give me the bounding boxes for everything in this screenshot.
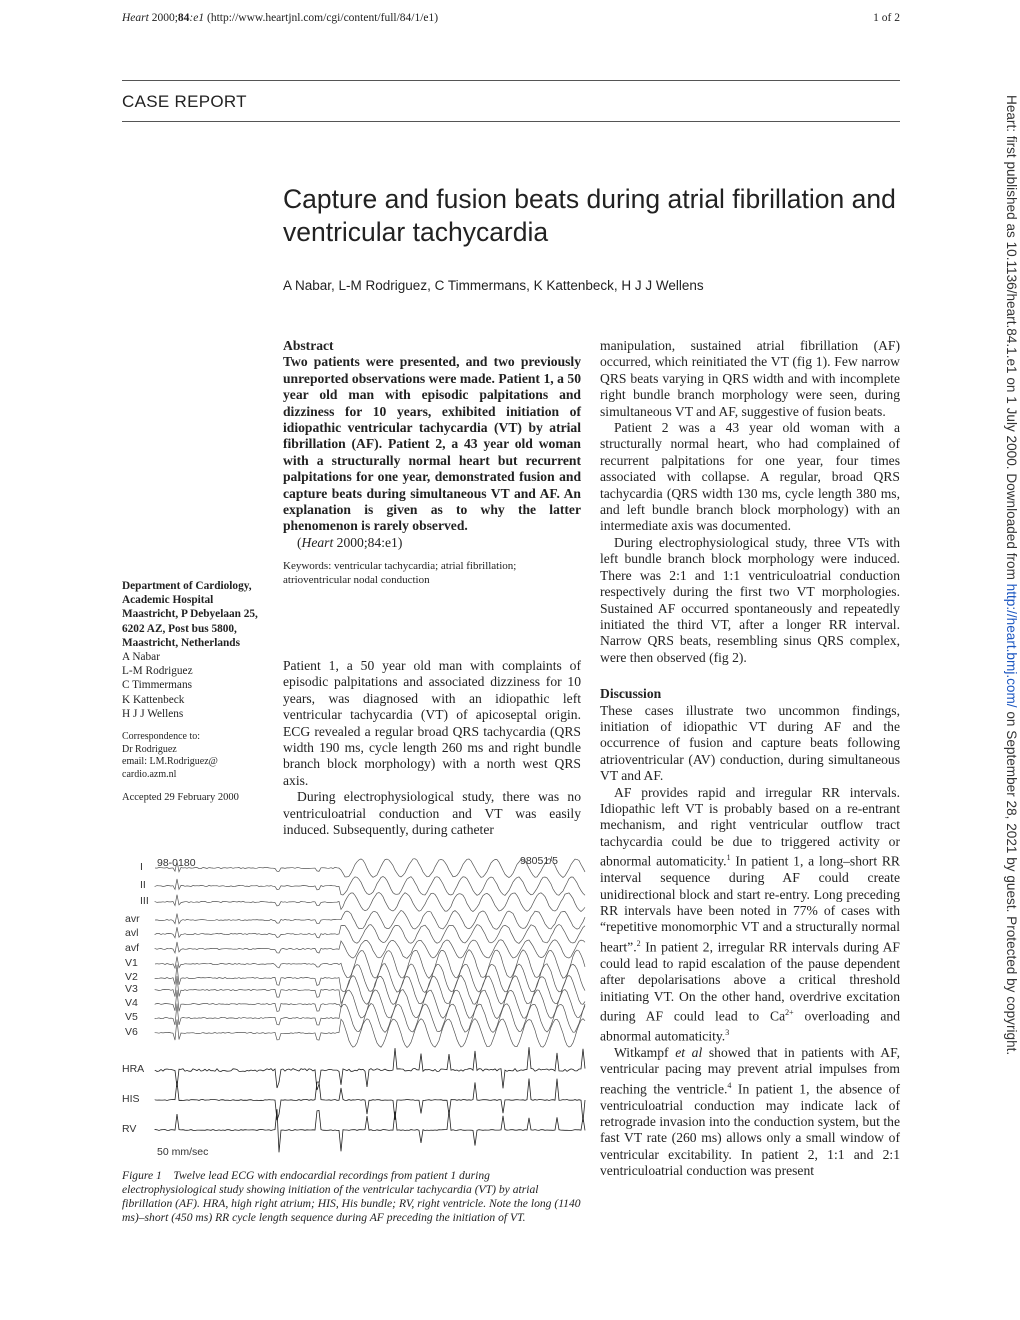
figure-id-left: 98-0180 <box>157 857 196 869</box>
affiliation: Department of Cardiology, Academic Hospital Maastricht, P Debyelaan 25, 6202 AZ, Post bus 5800, Maastricht, Netherlands <box>122 580 258 649</box>
ecg-trace <box>155 964 585 993</box>
divider <box>122 121 900 122</box>
text: et al <box>675 1044 703 1060</box>
paragraph: These cases illustrate two uncommon findings, initiation of idiopathic VT during AF and the occurrence of fusion and capture beats following atrioventricular (AV) conduction, during simultaneous VT and AF. <box>600 702 900 784</box>
lead-label: II <box>140 879 146 891</box>
watermark-text: on September 28, 2021 by guest. Protected by copyright. <box>1004 707 1019 1056</box>
caption-text: Twelve lead ECG with endocardial recordings from patient 1 during electrophysiological study showing initiation of the ventricular tachycardia (VT) by atrial fibrillation (AF). HRA, high right atrium; HIS, His bundle; RV, right ventricle. Note the long (1140 ms)–short (450 ms) RR cycle length sequence during AF preceding the initiation of VT. <box>122 1169 581 1224</box>
lead-label: V4 <box>125 997 138 1009</box>
figure-1-ecg <box>115 852 590 1164</box>
abstract <box>283 338 581 587</box>
reference[interactable]: 3 <box>725 1027 730 1037</box>
ecg-trace <box>155 910 585 929</box>
lead-label: I <box>140 861 143 873</box>
cite-pre: ( <box>297 534 302 550</box>
paragraph: Patient 1, a 50 year old man with complaints of episodic palpitations and associated dizziness for 10 years, was diagnosed with an idiopathic left ventricular tachycardia (VT) of apicoseptal origin. ECG revealed a regular broad QRS tachycardia (QRS width 190 ms, cycle length 260 ms and right bundle branch block morphology) with a north west QRS axis. <box>283 658 581 788</box>
body-column-1 <box>283 658 581 838</box>
lead-label: HRA <box>122 1063 145 1075</box>
sidebar-author: C Timmermans <box>122 679 192 692</box>
correspondence-label: Correspondence to: <box>122 731 201 743</box>
text: In patient 2, irregular RR intervals during AF could lead to rapid escalation of the pause dependent after depolarisations above a critical threshold initiating VT. On the other hand, overdrive excitation during AF could lead to Ca <box>600 939 900 1024</box>
discussion-heading: Discussion <box>600 686 662 702</box>
watermark-text: Heart: first published as 10.1136/heart.84.1.e1 on 1 July 2000. Downloaded from <box>1004 95 1019 584</box>
abstract-citation <box>283 535 581 551</box>
text: AF provides rapid and irregular RR intervals. Idiopathic left VT is probably based on a re-entrant mechanism, and right ventricular outflow tract tachycardia could be due to triggered activity or abnormal automaticity. <box>600 784 900 869</box>
lead-label: HIS <box>122 1093 140 1105</box>
reference[interactable]: 2 <box>636 938 641 948</box>
lead-label: V3 <box>125 983 138 995</box>
ecg-traces <box>115 852 590 1164</box>
ecg-trace <box>155 877 585 896</box>
sidebar-author: A Nabar <box>122 651 160 664</box>
affiliation-block <box>122 579 264 805</box>
lead-label: avl <box>125 927 139 939</box>
lead-label: III <box>140 895 149 907</box>
correspondence-email-domain[interactable]: cardio.azm.nl <box>122 768 177 780</box>
cite-journal: Heart <box>301 534 334 550</box>
abstract-body: Two patients were presented, and two previously unreported observations were made. Patient 1, a 50 year old man with episodic palpitations and dizziness for 10 years, exhibited initiation of idiopathic ventricular tachycardia (VT) by atrial fibrillation (AF). Patient 2, a 43 year old woman with a structurally normal heart but recurrent palpitations for one year, demonstrated fusion and capture beats during simultaneous VT and AF. An explanation is given as to why the latter phenomenon is rarely observed. <box>283 354 581 534</box>
paragraph: Patient 2 was a 43 year old woman with a structurally normal heart, who had complained of recurrent palpitations for one year, four times associated with collapse. A regular, broad QRS tachycardia (QRS width 130 ms, cycle length 380 ms, and left bundle branch block morphology) with an intermediate axis was documented. <box>600 420 900 534</box>
sidebar-author: H J J Wellens <box>122 707 184 720</box>
paragraph <box>600 1045 900 1180</box>
abstract-heading: Abstract <box>283 338 334 353</box>
watermark-link[interactable]: http://heart.bmj.com/ <box>1004 583 1019 708</box>
lead-label: V1 <box>125 957 138 969</box>
caption-label: Figure 1 <box>122 1169 162 1182</box>
ecg-trace <box>155 893 585 912</box>
superscript: 2+ <box>785 1007 794 1017</box>
ecg-trace <box>155 1004 585 1033</box>
intracardiac-trace <box>155 1047 585 1090</box>
citation-year: 2000; <box>148 12 178 24</box>
text: overloading and abnormal automaticity. <box>600 1008 900 1044</box>
article-title: Capture and fusion beats during atrial fibrillation and ventricular tachycardia <box>283 184 896 247</box>
sidebar-author: K Kattenbeck <box>122 693 185 706</box>
lead-label: avr <box>125 913 140 925</box>
reference[interactable]: 1 <box>726 853 731 863</box>
text: In patient 1, the absence of ventriculoatrial conduction may indicate lack of retrograde invasion into the conduction system, but the fast VT rate (260 ms) allows only a small window of ventricular excitability. In patient 2, 1:1 and 2:1 ventriculoatrial conduction was present <box>600 1081 900 1179</box>
paragraph <box>600 785 900 1045</box>
article-url: (http://www.heartjnl.com/cgi/content/full/84/1/e1) <box>204 12 439 24</box>
lead-label: V2 <box>125 971 138 983</box>
section-label: CASE REPORT <box>122 92 247 111</box>
divider <box>122 80 900 81</box>
ecg-trace <box>155 859 585 878</box>
paragraph: During electrophysiological study, there was no ventriculoatrial conduction and VT was easily induced. Subsequently, during catheter <box>283 789 581 838</box>
text: showed that in patients with AF, ventricular pacing may prevent atrial impulses from reaching the ventricle. <box>600 1044 900 1097</box>
accepted-date: Accepted 29 February 2000 <box>122 792 239 804</box>
running-header <box>122 12 438 24</box>
ecg-trace <box>155 990 585 1019</box>
download-watermark <box>1004 95 1019 1055</box>
lead-label: avf <box>125 942 140 954</box>
paper-speed: 50 mm/sec <box>157 1146 209 1158</box>
figure-caption <box>122 1169 582 1225</box>
correspondence <box>122 731 264 781</box>
cite-post: 2000;84:e1) <box>333 534 403 550</box>
lead-label: V5 <box>125 1011 138 1023</box>
body-column-2 <box>600 338 900 1180</box>
keywords: Keywords: ventricular tachycardia; atrial fibrillation; atrioventricular nodal conduction <box>283 560 517 586</box>
lead-label: RV <box>122 1123 137 1135</box>
ecg-trace <box>155 940 585 959</box>
page-number: 1 of 2 <box>873 12 900 24</box>
correspondence-name: Dr Rodriguez <box>122 743 177 755</box>
reference[interactable]: 4 <box>727 1080 732 1090</box>
ecg-trace <box>155 1019 585 1048</box>
author-list: A Nabar, L-M Rodriguez, C Timmermans, K Kattenbeck, H J J Wellens <box>283 278 704 293</box>
lead-label: V6 <box>125 1026 138 1038</box>
intracardiac-trace <box>155 1079 585 1122</box>
paragraph: During electrophysiological study, three VTs with left bundle branch block morphology were induced. There was 2:1 and 1:1 ventriculoatrial conduction respectively during the first two VT morphologies. Sustained AF occurred spontaneously and repeatedly initiated the third VT, after a longer RR interval. Narrow QRS beats, resembling sinus QRS complex, were then observed (fig 2). <box>600 534 900 665</box>
ecg-trace <box>155 950 585 979</box>
journal-name: Heart <box>122 12 149 24</box>
correspondence-email[interactable]: email: LM.Rodriguez@ <box>122 756 218 768</box>
sidebar-author: L-M Rodriguez <box>122 665 193 678</box>
text: Witkampf <box>614 1044 676 1060</box>
issue: :e1 <box>189 12 205 24</box>
paragraph: manipulation, sustained atrial fibrillation (AF) occurred, which reinitiated the VT (fig 1). Few narrow QRS beats varying in QRS width and with incomplete right bundle branch morphology were seen, during simultaneous VT and AF, suggestive of fusion beats. <box>600 338 900 419</box>
intracardiac-trace <box>155 1109 585 1152</box>
figure-id-right: 98051/5 <box>520 855 558 867</box>
volume: 84 <box>177 12 190 24</box>
text: In patient 1, a long–short RR interval sequence during AF could create unidirectional block and start re-entry. Long preceding RR intervals have been noted in 77% of cases with “repetitive monomorphic VT and a structurally normal heart”. <box>600 853 900 955</box>
